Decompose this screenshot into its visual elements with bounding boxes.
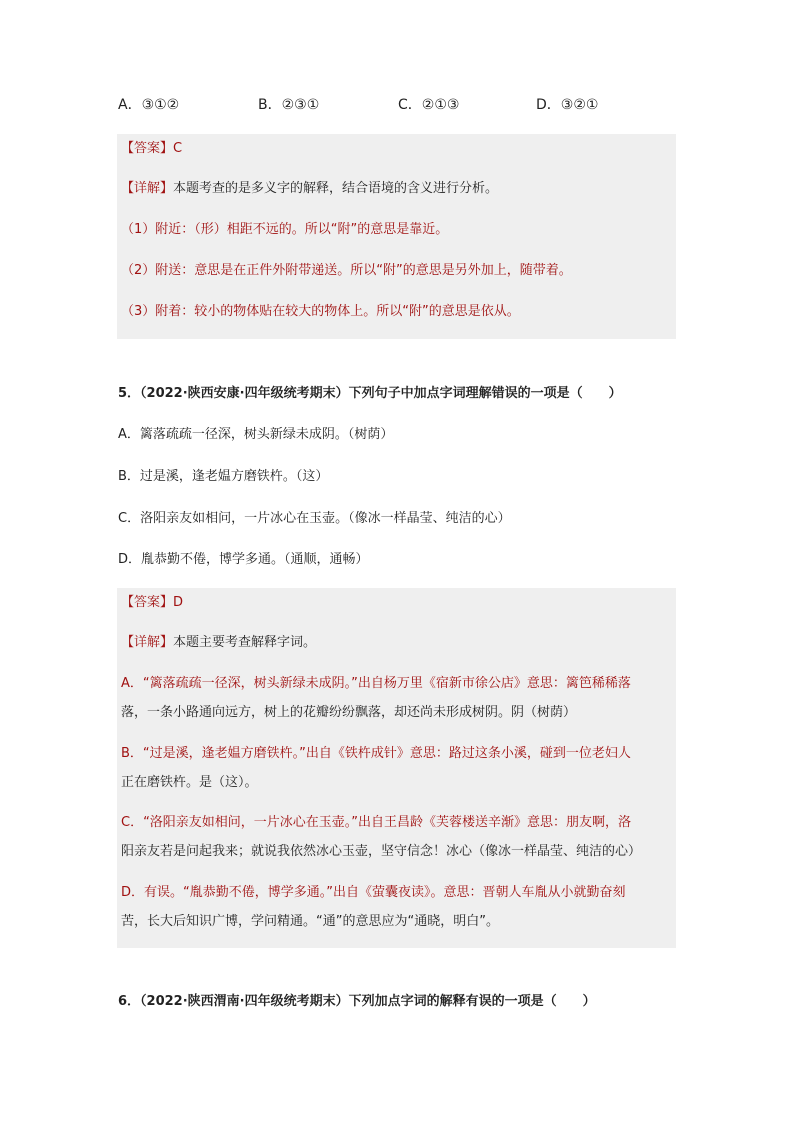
q5-explain-d-line-2: 苦，长大后知识广博，学问精通。“通”的意思应为“通晓，明白”。 [121,914,499,929]
q4-answer-line [121,137,182,156]
detail-text: 本题考查的是多义字的解释，结合语境的含义进行分析。 [173,181,499,196]
answer-label: 【答案】 [121,141,174,156]
q4-explain-line-2: （2）附送：意思是在正件外附带递送。所以“附”的意思是另外加上，随带着。 [121,263,572,278]
q5-detail-line [121,631,316,650]
answer-label: 【答案】 [121,595,174,610]
q5-explain-b-line-1: B．“过是溪，逢老媪方磨铁杵。”出自《铁杵成针》意思：路过这条小溪，碰到一位老妇人 [121,746,631,761]
q4-explain-line-1: （1）附近：（形）相距不远的。所以“附”的意思是靠近。 [121,222,449,237]
answer-value: D [173,595,184,610]
q4-option-b: B．②③① [258,97,320,113]
q5-explain-b-line-2: 正在磨铁杵。是（这）。 [121,775,258,790]
detail-label: 【详解】 [121,635,174,650]
q4-answer-box [117,134,676,339]
q5-choice-b: B．过是溪，逢老媪方磨铁杵。（这） [118,469,329,484]
detail-text: 本题主要考查解释字词。 [173,635,317,650]
q5-explain-a-line-2: 落，一条小路通向远方，树上的花瓣纷纷飘落，却还尚未形成树阴。阴（树荫） [121,705,577,720]
q5-explain-c-line-2: 阳亲友若是问起我来；就说我依然冰心玉壶，坚守信念！冰心（像冰一样晶莹、纯洁的心） [121,844,642,859]
q4-options-row [118,94,678,116]
q5-choice-c: C．洛阳亲友如相问，一片冰心在玉壶。（像冰一样晶莹、纯洁的心） [118,511,511,526]
q5-explain-d-line-1: D．有误。“胤恭勤不倦，博学多通。”出自《萤囊夜读》。意思：晋朝人车胤从小就勤奋刻 [121,885,626,900]
q4-option-c: C．②①③ [398,97,460,113]
q5-answer-line [121,591,183,610]
q4-detail-line [121,177,498,196]
q5-stem: 5．（2022·陕西安康·四年级统考期末）下列句子中加点字词理解错误的一项是（ ） [118,386,622,401]
detail-label: 【详解】 [121,181,174,196]
q4-explain-line-3: （3）附着：较小的物体贴在较大的物体上。所以“附”的意思是依从。 [121,304,520,319]
answer-value: C [173,141,183,156]
q5-choice-d: D．胤恭勤不倦，博学多通。（通顺，通畅） [118,552,369,567]
q4-option-d: D．③②① [536,97,599,113]
q4-option-a: A．③①② [118,97,180,113]
q5-choice-a: A．篱落疏疏一径深，树头新绿未成阴。（树荫） [118,427,394,442]
q5-explain-a-line-1: A．“篱落疏疏一径深，树头新绿未成阴。”出自杨万里《宿新市徐公店》意思：篱笆稀稀落 [121,676,631,691]
q6-stem: 6．（2022·陕西渭南·四年级统考期末）下列加点字词的解释有误的一项是（ ） [118,994,596,1009]
q5-explain-c-line-1: C．“洛阳亲友如相问，一片冰心在玉壶。”出自王昌龄《芙蓉楼送辛渐》意思：朋友啊，洛 [121,815,632,830]
q5-answer-box [117,588,676,948]
